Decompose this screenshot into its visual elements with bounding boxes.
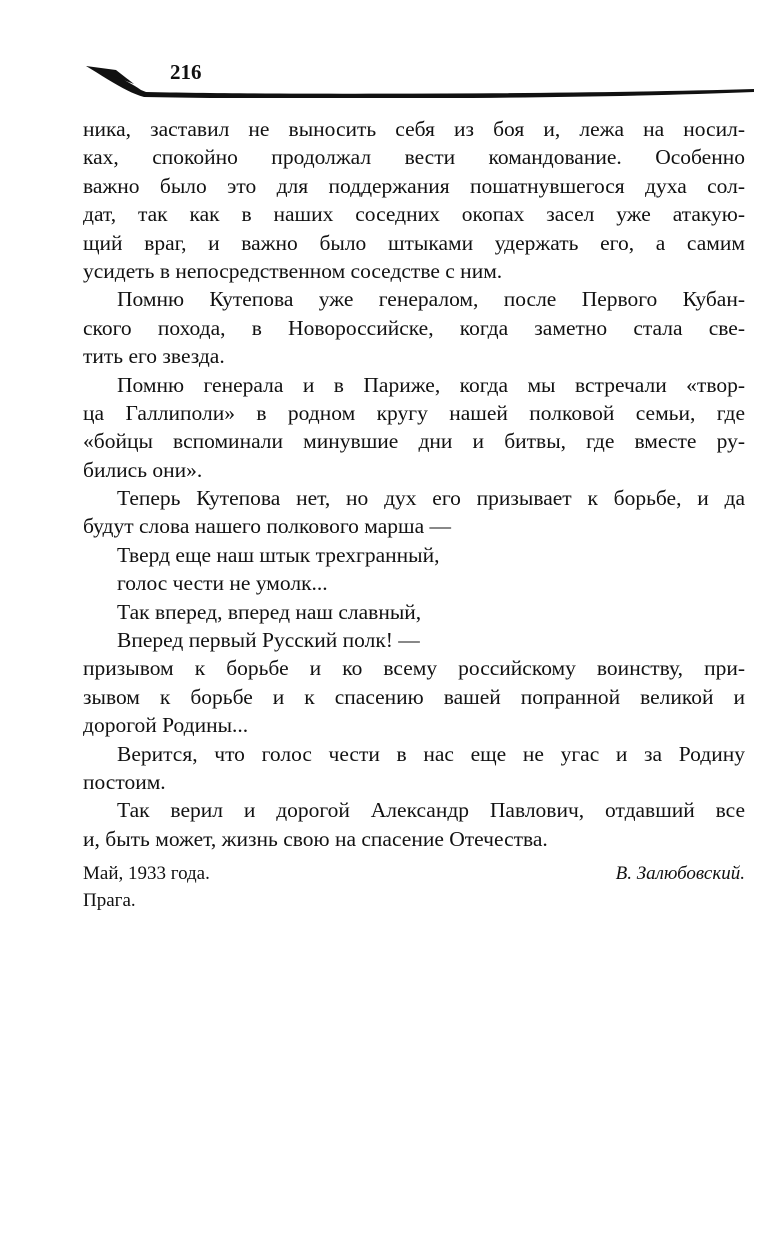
text-line: ника, заставил не выносить себя из боя и, лежа на носил- <box>83 117 745 141</box>
text-line: дат, так как в наших соседних окопах засел уже атакую- <box>83 202 745 227</box>
text-line: Помню Кутепова уже генералом, после Первого Кубан- <box>117 287 745 312</box>
text-line: Теперь Кутепова нет, но дух его призывает к борьбе, и да <box>117 486 745 511</box>
text-line: Тверд еще наш штык трехгранный, <box>117 542 440 567</box>
text-line: ца Галлиполи» в родном кругу нашей полковой семьи, где <box>83 400 745 425</box>
text-line: ках, спокойно продолжал вести командование. Особенно <box>83 145 745 170</box>
page-number: 216 <box>170 60 202 84</box>
text-line: Верится, что голос чести в нас еще не угас и за Родину <box>117 741 745 766</box>
text-line: «бойцы вспоминали минувшие дни и битвы, где вместе ру- <box>83 429 745 454</box>
text-line: тить его звезда. <box>83 344 225 369</box>
text-line: бились они». <box>83 457 203 482</box>
text-line: постоим. <box>83 769 166 794</box>
text-line: зывом к борьбе и к спасению вашей попранной великой и <box>83 684 745 709</box>
text-line: Так верил и дорогой Александр Павлович, отдавший все <box>117 798 745 823</box>
text-line: призывом к борьбе и ко всему российскому воинству, при- <box>83 656 745 681</box>
text-line: голос чести не умолк... <box>117 571 328 596</box>
text-line: Вперед первый Русский полк! — <box>117 628 420 653</box>
text-line: важно было это для поддержания пошатнувшегося духа сол- <box>83 173 745 198</box>
text-line: дорогой Родины... <box>83 713 249 738</box>
text-line: Так вперед, вперед наш славный, <box>117 599 422 624</box>
text-line: щий враг, и важно было штыками удержать его, а самим <box>83 230 745 255</box>
text-line: будут слова нашего полкового марша — <box>83 514 452 539</box>
text-line: Помню генерала и в Париже, когда мы встречали «твор- <box>117 372 745 397</box>
text-line: ского похода, в Новороссийске, когда заметно стала све- <box>83 315 745 340</box>
signature-block <box>83 860 745 914</box>
date-line: Май, 1933 года. <box>83 863 210 884</box>
text-line: усидеть в непосредственном соседстве с ним. <box>83 258 503 283</box>
body-text <box>83 115 745 853</box>
place-line: Прага. <box>83 890 136 911</box>
author-name: В. Залюбовский. <box>615 863 745 884</box>
text-line: и, быть может, жизнь свою на спасение Отечества. <box>83 826 548 851</box>
